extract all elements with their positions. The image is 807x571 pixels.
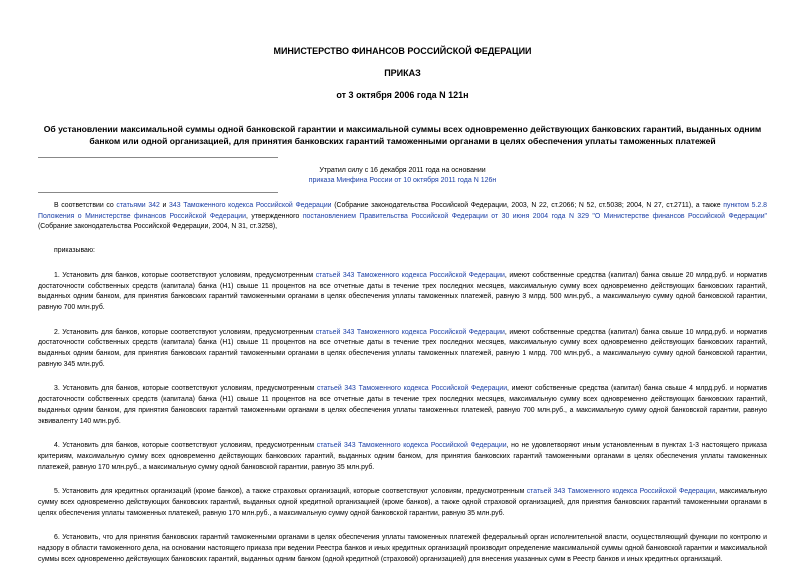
p4-link-article-343[interactable]: статьей 343 Таможенного кодекса Российской Федерации bbox=[316, 442, 507, 450]
p5-text-b: , максимальную сумму всех одновременно действующих банковских гарантий, выданных одной кредитной организацией (кроме банков), а также одной страховой организацией, для принятия банковских гарантий таможенными органами в целях обеспечения уплаты таможенных платежей, равную 170 млн.руб., а максимальную сумму одной банковской гарантии, равную 35 млн.руб. bbox=[38, 488, 767, 517]
divider-top bbox=[38, 157, 278, 158]
divider-bottom bbox=[38, 192, 278, 193]
orders-word: приказываю: bbox=[54, 247, 95, 255]
p3-text-a: 3. Установить для банков, которые соответствуют условиям, предусмотренным bbox=[54, 385, 318, 393]
p1-link-article-343[interactable]: статьей 343 Таможенного кодекса Российской Федерации bbox=[315, 271, 505, 279]
paragraph-6: 6. Установить, что для принятия банковских гарантий таможенными органами в целях обеспечения уплаты таможенных платежей федеральный орган исполнительной власти, осуществляющий функции по контролю и надзору в области таможенного дела, на основании настоящего приказа при ведении Реестра банков и иных кредитных организаций производит определение максимальной суммы одной банковской гарантии и максимальной суммы всех одновременно действующих банковских гарантий, выданных одним банком (одной кредитной (страховой) организацией) для внесения указанных сумм в Реестр банков и иных кредитных организаций. bbox=[38, 534, 767, 563]
ministry-heading: МИНИСТЕРСТВО ФИНАНСОВ РОССИЙСКОЙ ФЕДЕРАЦИИ bbox=[273, 46, 532, 56]
paragraph-5 bbox=[38, 487, 767, 519]
doc-type-heading: ПРИКАЗ bbox=[384, 68, 421, 78]
p5-link-article-343[interactable]: статьей 343 Таможенного кодекса Российской Федерации bbox=[526, 488, 716, 496]
link-regulation-5-2-8[interactable]: пунктом 5.2.8 Положения о Министерстве финансов Российской Федерации bbox=[38, 202, 768, 220]
paragraph-4 bbox=[38, 441, 767, 473]
p3-text-b: , имеют собственные средства (капитал) банка свыше 4 млрд.руб. и норматив достаточности собственных средств (капитала) банка (Н1) свыше 11 процентов на все отчетные даты в течение трех последних месяцев, максимальную сумму всех одновременно действующих банковских гарантий, выданных одним банком, для принятия банковских гарантий таможенными органами в целях обеспечения уплаты таможенных платежей, равную 700 млн.руб., а максимальную сумму одной банковской гарантии, равную эквиваленту 140 млн.руб. bbox=[38, 385, 767, 425]
p2-link-article-343[interactable]: статьей 343 Таможенного кодекса Российской Федерации bbox=[315, 328, 505, 336]
intro-text-4: , утвержденного bbox=[245, 212, 303, 220]
p3-link-article-343[interactable]: статьей 343 Таможенного кодекса Российской Федерации bbox=[317, 385, 508, 393]
paragraph-3 bbox=[38, 384, 767, 427]
link-articles-342[interactable]: статьями 342 bbox=[116, 202, 160, 209]
document-body bbox=[38, 201, 767, 566]
document-title: Об установлении максимальной суммы одной банковской гарантии и максимальной суммы всех одновременно действующих банковских гарантий, выданных одним банком или одной организацией, для принятия банковских гарантий таможенными органами в целях обеспечения уплаты таможенных платежей bbox=[43, 124, 762, 146]
lost-force-text: Утратил силу с 16 декабря 2011 года на основании bbox=[319, 167, 486, 174]
paragraph-2 bbox=[38, 328, 767, 371]
intro-text-5: (Собрание законодательства Российской Федерации, 2004, N 31, ст.3258), bbox=[38, 223, 278, 231]
basis-order-link[interactable]: приказа Минфина России от 10 октября 2011 года N 126н bbox=[308, 177, 497, 184]
intro-text-3: (Собрание законодательства Российской Федерации, 2003, N 22, ст.2066; N 52, ст.5038; 2004, N 27, ст.2711), а также bbox=[331, 202, 724, 209]
link-customs-code-343[interactable]: 343 Таможенного кодекса Российской Федерации bbox=[169, 202, 332, 209]
p4-text-b: , но не удовлетворяют иным установленным в пунктах 1-3 настоящего приказа критериям, максимальную сумму всех одновременно действующих банковских гарантий, выданных одним банком, для принятия банковских гарантий таможенными органами в целях обеспечения уплаты таможенных платежей, равную 170 млн.руб., а максимальную сумму одной банковской гарантии, равную 35 млн.руб. bbox=[38, 442, 767, 471]
status-note bbox=[38, 166, 767, 186]
p5-text-a: 5. Установить для кредитных организаций (кроме банков), а также страховых организаций, которые соответствуют условиям, предусмотренным bbox=[54, 488, 527, 496]
intro-text-1: В соответствии со bbox=[54, 202, 117, 209]
intro-paragraph bbox=[38, 201, 767, 233]
p4-text-a: 4. Установить для банков, которые соответствуют условиям, предусмотренным bbox=[54, 442, 317, 450]
date-number-heading: от 3 октября 2006 года N 121н bbox=[336, 90, 469, 100]
paragraph-1 bbox=[38, 271, 767, 314]
p1-text-a: 1. Установить для банков, которые соответствуют условиям, предусмотренным bbox=[54, 271, 316, 279]
link-government-decree-329[interactable]: постановлением Правительства Российской Федерации от 30 июня 2004 года N 329 "О Министерстве финансов Российской Федерации" bbox=[302, 212, 767, 220]
p1-text-b: , имеют собственные средства (капитал) банка свыше 20 млрд.руб. и норматив достаточности собственных средств (капитала) банка (Н1) свыше 11 процентов на все отчетные даты в течение трех последних месяцев, максимальную сумму всех одновременно действующих банковских гарантий, выданных одним банком, для принятия банковских гарантий таможенными органами в целях обеспечения уплаты таможенных платежей, равную 3 млрд. 500 млн.руб., а максимальную сумму одной банковской гарантии, равную 700 млн.руб. bbox=[38, 271, 767, 311]
p2-text-a: 2. Установить для банков, которые соответствуют условиям, предусмотренным bbox=[54, 328, 316, 336]
p2-text-b: , имеют собственные средства (капитал) банка свыше 10 млрд.руб. и норматив достаточности собственных средств (капитала) банка (Н1) свыше 11 процентов на все отчетные даты в течение трех последних месяцев, максимальную сумму всех одновременно действующих банковских гарантий, выданных одним банком, для принятия банковских гарантий таможенными органами в целях обеспечения уплаты таможенных платежей, равную 1 млрд. 700 млн.руб., а максимальную сумму одной банковской гарантии, равную 345 млн.руб. bbox=[38, 328, 767, 368]
intro-text-2: и bbox=[159, 202, 170, 209]
